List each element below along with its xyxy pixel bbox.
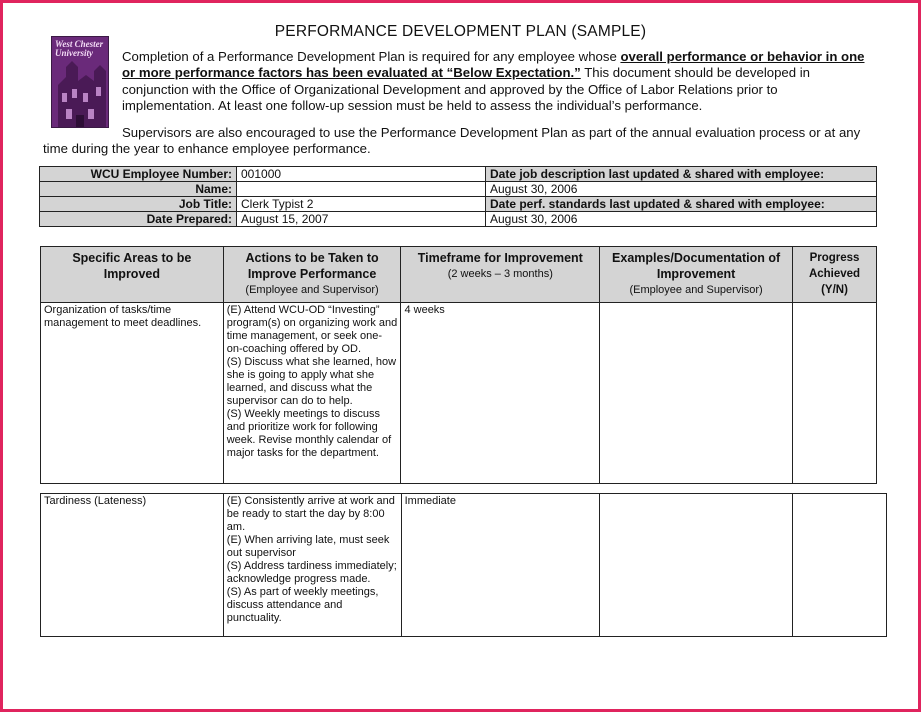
supervisor-paragraph: Supervisors are also encouraged to use the Performance Development Plan as part of the annual evaluation process or at any time during the year to enhance employee performance. [43, 125, 861, 157]
examples-cell [600, 494, 793, 637]
area-cell: Organization of tasks/time management to meet deadlines. [41, 303, 224, 484]
job-description-date-value: August 30, 2006 [486, 182, 877, 197]
areas-header [41, 247, 224, 303]
improvement-plan-table-2 [40, 493, 887, 637]
name-row [40, 182, 877, 197]
progress-cell [793, 303, 877, 484]
employee-number-value: 001000 [237, 167, 486, 182]
progress-header [793, 247, 877, 303]
intro-paragraph [122, 49, 870, 115]
actions-cell: (E) Consistently arrive at work and be ready to start the day by 8:00 am. (E) When arriving late, must seek out supervisor (S) Address tardiness immediately; acknowledge progress made. (S) As part of weekly meetings, discuss attendance and punctuality. [223, 494, 401, 637]
examples-cell [600, 303, 793, 484]
date-prepared-label: Date Prepared: [40, 212, 237, 227]
employee-info-table [39, 166, 877, 227]
job-description-date-label: Date job description last updated & shared with employee: [486, 167, 877, 182]
actions-header-sub: (Employee and Supervisor) [245, 284, 379, 296]
area-cell: Tardiness (Lateness) [41, 494, 224, 637]
examples-header-label: Examples/Documentation of Improvement [612, 251, 781, 281]
intro-text-1: Completion of a Performance Development Plan is required for any employee whose [122, 49, 621, 64]
university-logo [51, 36, 109, 128]
timeframe-header-sub: (2 weeks – 3 months) [447, 268, 553, 280]
table-row [41, 303, 877, 484]
progress-cell [793, 494, 887, 637]
document-title: PERFORMANCE DEVELOPMENT PLAN (SAMPLE) [274, 23, 647, 40]
job-title-label: Job Title: [40, 197, 237, 212]
actions-header [223, 247, 401, 303]
performance-standards-date-value: August 30, 2006 [486, 212, 877, 227]
actions-cell: (E) Attend WCU-OD “Investing” program(s) on organizing work and time management, or seek one-on-coaching offered by OD. (S) Discuss what she learned, how she is going to apply what she learned, and discuss what the supervisor can do to help. (S) Weekly meetings to discuss and prioritize work for following week. Revise monthly calendar of major tasks for the department. [223, 303, 401, 484]
areas-header-label: Specific Areas to be Improved [72, 251, 192, 281]
examples-header [600, 247, 793, 303]
intro-text-2: This document should be developed in conjunction with the Office of Organizational Development and approved by the Office of Labor Relations prior to implementation. At least one follow-up session must be held to assess the individual’s performance. [122, 65, 811, 114]
employee-number-row [40, 167, 877, 182]
date-prepared-value: August 15, 2007 [237, 212, 486, 227]
date-prepared-row [40, 212, 877, 227]
logo-text: West Chester University [55, 39, 104, 58]
timeframe-cell: 4 weeks [401, 303, 600, 484]
timeframe-header [401, 247, 600, 303]
name-label: Name: [40, 182, 237, 197]
name-value [237, 182, 486, 197]
table-row [41, 494, 887, 637]
performance-standards-date-label: Date perf. standards last updated & shared with employee: [486, 197, 877, 212]
job-title-row [40, 197, 877, 212]
improvement-plan-table [40, 246, 877, 484]
timeframe-header-label: Timeframe for Improvement [417, 251, 583, 265]
examples-header-sub: (Employee and Supervisor) [629, 284, 763, 296]
job-title-value: Clerk Typist 2 [237, 197, 486, 212]
actions-header-label: Actions to be Taken to Improve Performance [245, 251, 379, 281]
progress-header-label: Progress Achieved (Y/N) [808, 252, 861, 296]
employee-number-label: WCU Employee Number: [40, 167, 237, 182]
intro-underlined-text: overall performance or behavior in one or more performance factors has been evaluated at “Below Expectation.” [122, 49, 865, 81]
plan-header-row [41, 247, 877, 303]
timeframe-cell: Immediate [401, 494, 600, 637]
